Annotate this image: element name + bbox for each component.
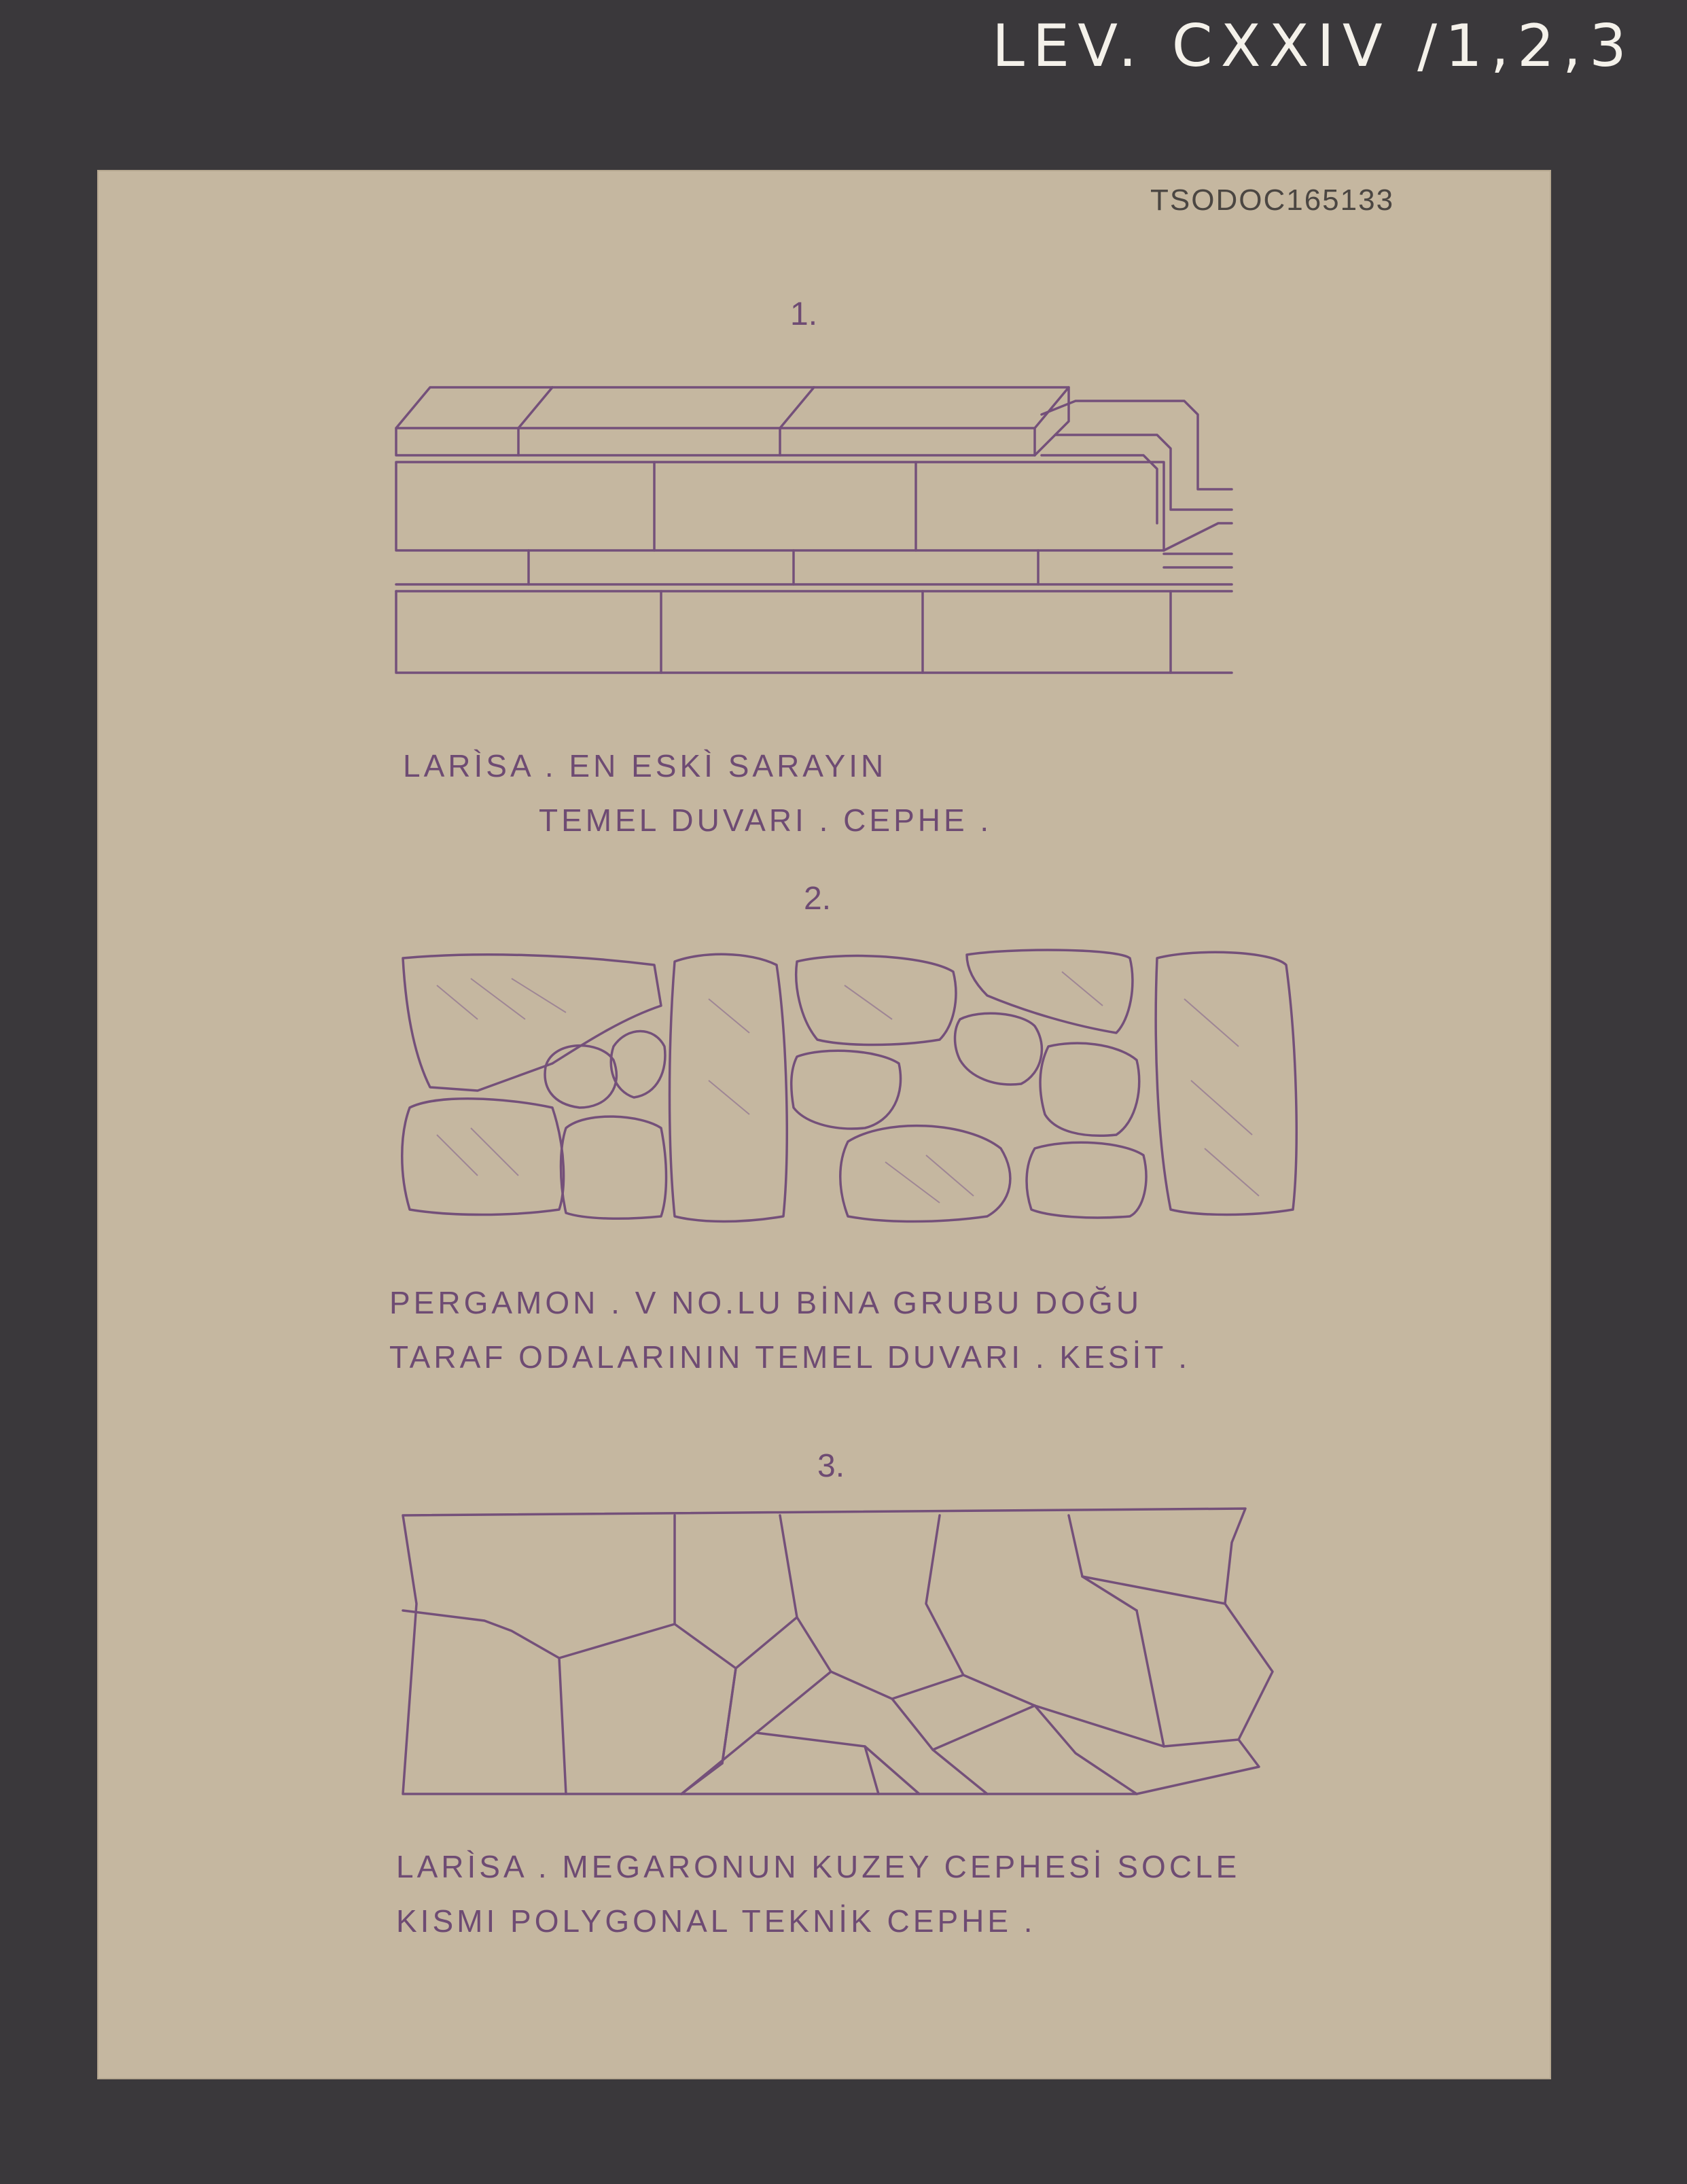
figure-1-number: 1. xyxy=(790,296,818,332)
figure-3-polygonal-wall-drawing xyxy=(389,1502,1395,1828)
figure-3-number: 3. xyxy=(817,1448,845,1484)
figure-2-number: 2. xyxy=(804,881,832,917)
figure-3-svg xyxy=(389,1502,1395,1828)
figure-2-caption-line-2: TARAF ODALARININ TEMEL DUVARI . KESİT . xyxy=(389,1339,1191,1375)
figure-1-caption-line-1: LARÌSA . EN ESKÌ SARAYIN xyxy=(403,748,887,783)
figure-2-rubble-wall-drawing xyxy=(396,945,1402,1244)
figure-3-caption-line-1: LARÌSA . MEGARONUN KUZEY CEPHESİ SOCLE xyxy=(396,1849,1241,1884)
drawing-sheet xyxy=(97,170,1551,2079)
figure-2-caption-line-1: PERGAMON . V NO.LU BİNA GRUBU DOĞU xyxy=(389,1285,1143,1320)
figure-1-ashlar-wall-drawing xyxy=(389,374,1374,686)
figure-2-svg xyxy=(396,945,1402,1244)
figure-1-svg xyxy=(389,374,1374,686)
document-id-stamp: TSODOC165133 xyxy=(1150,183,1395,217)
plate-title: LEV. CXXIV /1,2,3 xyxy=(992,12,1635,80)
figure-3-caption-line-2: KISMI POLYGONAL TEKNİK CEPHE . xyxy=(396,1903,1036,1939)
figure-1-caption-line-2: TEMEL DUVARI . CEPHE . xyxy=(539,803,993,838)
